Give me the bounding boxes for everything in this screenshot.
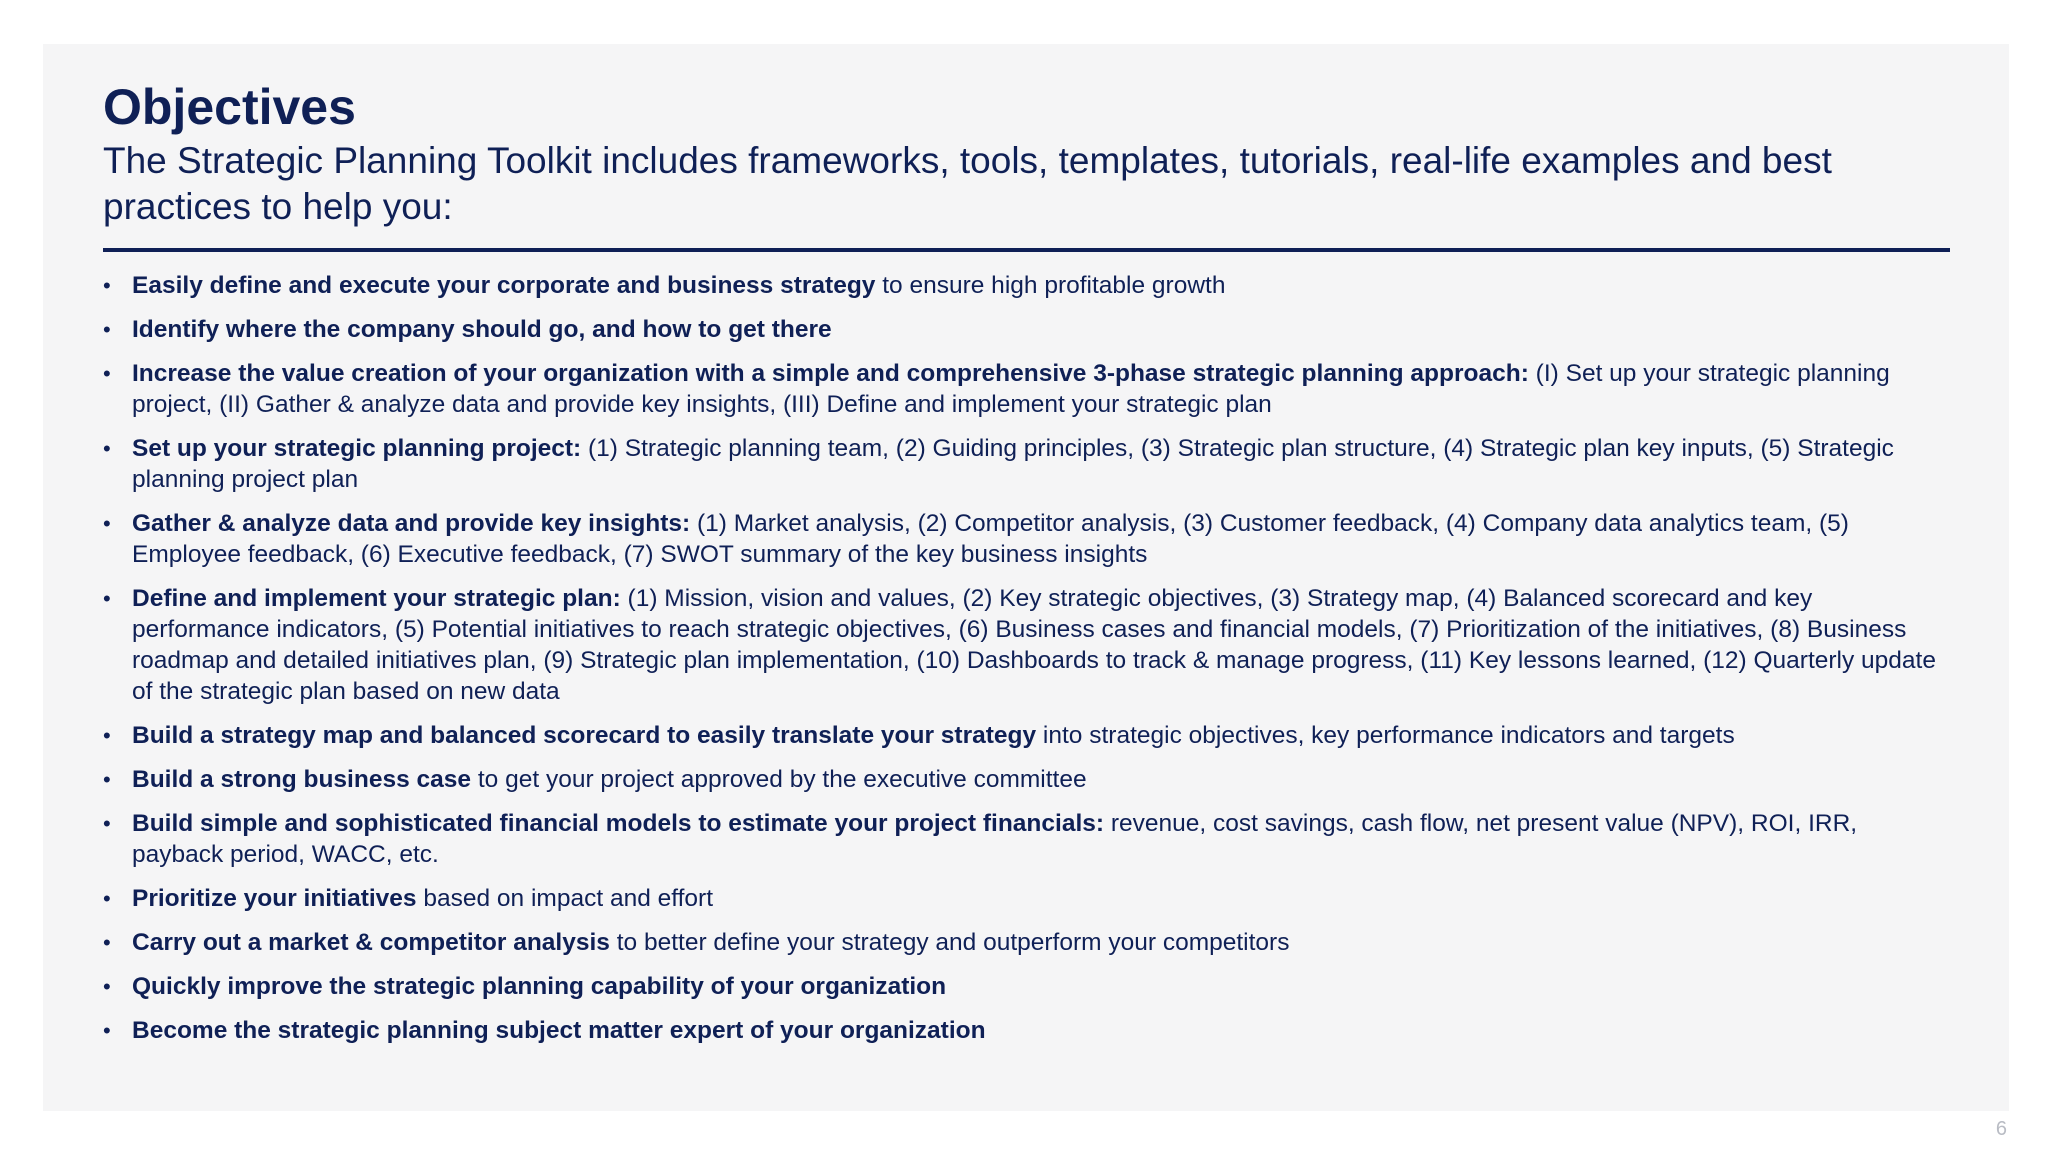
objective-item	[103, 764, 1953, 795]
objective-bold-text: Identify where the company should go, and how to get there	[132, 316, 832, 343]
objective-text: to get your project approved by the executive committee	[471, 766, 1087, 793]
objective-bold-text: Carry out a market & competitor analysis	[132, 929, 610, 956]
objective-item	[103, 971, 1953, 1002]
objective-bold-text: Build a strong business case	[132, 766, 472, 793]
objective-bold-text: Set up your strategic planning project:	[132, 435, 582, 462]
objective-bold-text: Quickly improve the strategic planning capability of your organization	[132, 973, 947, 1000]
objective-item	[103, 314, 1953, 345]
objective-bold-text: Build simple and sophisticated financial models to estimate your project financials:	[132, 810, 1105, 837]
objective-text: (I) Set up your strategic planning project, (II) Gather & analyze data and provide key insights, (III) Define and implement your strategic plan	[132, 360, 1890, 418]
objective-text: into strategic objectives, key performance indicators and targets	[1036, 722, 1735, 749]
objective-item	[103, 433, 1953, 495]
objective-bold-text: Increase the value creation of your organization with a simple and comprehensive 3-phase strategic planning approach:	[132, 360, 1529, 387]
objective-text: revenue, cost savings, cash flow, net present value (NPV), ROI, IRR, payback period, WACC, etc.	[132, 810, 1858, 868]
objective-item	[103, 583, 1953, 707]
objective-bold-text: Prioritize your initiatives	[132, 885, 417, 912]
objective-item	[103, 883, 1953, 914]
objective-bold-text: Gather & analyze data and provide key insights:	[132, 510, 691, 537]
slide-title: Objectives	[103, 79, 356, 135]
objective-item	[103, 1015, 1953, 1046]
objective-item	[103, 358, 1953, 420]
objective-text: to better define your strategy and outperform your competitors	[609, 929, 1290, 956]
title-divider	[103, 248, 1950, 252]
page-number: 6	[1995, 1118, 2007, 1140]
objective-bold-text: Become the strategic planning subject matter expert of your organization	[132, 1017, 986, 1044]
objective-item	[103, 720, 1953, 751]
objective-item	[103, 270, 1953, 301]
objective-text: (1) Strategic planning team, (2) Guiding principles, (3) Strategic plan structure, (4) Strategic plan key inputs, (5) Strategic planning project plan	[132, 435, 1894, 493]
slide-subtitle: The Strategic Planning Toolkit includes frameworks, tools, templates, tutorials, real-life examples and best practices to help you:	[103, 140, 1832, 227]
objective-text: (1) Market analysis, (2) Competitor analysis, (3) Customer feedback, (4) Company data analytics team, (5) Employee feedback, (6) Executive feedback, (7) SWOT summary of the key business insights	[132, 510, 1849, 568]
objective-item	[103, 808, 1953, 870]
objective-bold-text: Define and implement your strategic plan:	[132, 585, 621, 612]
objective-bold-text: Easily define and execute your corporate and business strategy	[132, 272, 876, 299]
objective-item	[103, 927, 1953, 958]
objective-item	[103, 508, 1953, 570]
objective-text: based on impact and effort	[416, 885, 714, 912]
objective-text: to ensure high profitable growth	[875, 272, 1226, 299]
objective-text: (1) Mission, vision and values, (2) Key strategic objectives, (3) Strategy map, (4) Balanced scorecard and key performance indicators, (5) Potential initiatives to reach strategic objectives, (6) Business cases and financial models, (7) Prioritization of the initiatives, (8) Business roadmap and detailed initiatives plan, (9) Strategic plan implementation, (10) Dashboards to track & manage progress, (11) Key lessons learned, (12) Quarterly update of the strategic plan based on new data	[132, 585, 1936, 705]
objectives-list	[103, 270, 1953, 1059]
objective-bold-text: Build a strategy map and balanced scorecard to easily translate your strategy	[132, 722, 1037, 749]
